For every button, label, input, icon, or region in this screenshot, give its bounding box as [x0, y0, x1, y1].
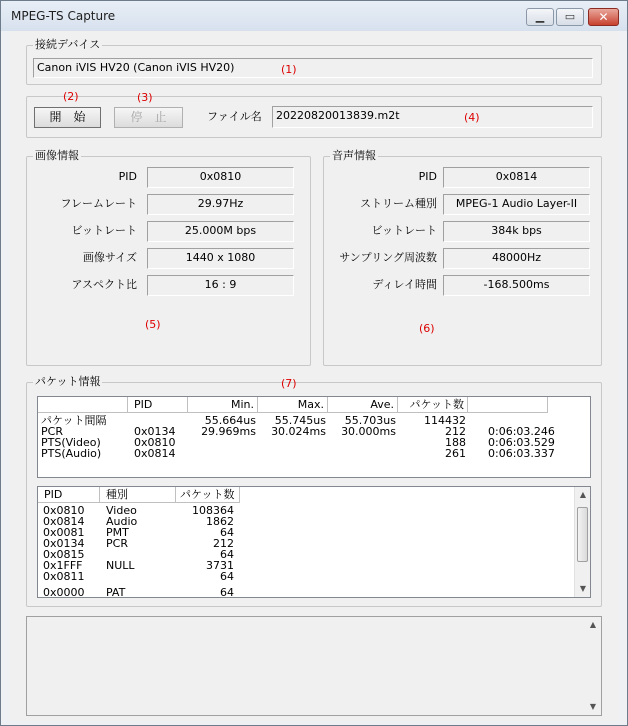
marker-6: (6) — [419, 322, 435, 335]
window-title: MPEG-TS Capture — [11, 9, 116, 23]
minimize-button[interactable] — [526, 8, 554, 26]
pid-row-1-count: 1862 — [206, 515, 234, 528]
video-pid-value: 0x0810 — [147, 167, 294, 188]
stats-row-pcr-ave: 30.000ms — [341, 425, 396, 438]
pid-row-7-type: PAT — [106, 586, 126, 598]
pid-row-5-type: NULL — [106, 559, 135, 572]
pid-row-5-pid: 0x1FFF — [43, 559, 83, 572]
filename-label: ファイル名 — [207, 110, 262, 123]
video-framerate-label: フレームレート — [60, 197, 137, 210]
stats-header-pid[interactable]: PID — [128, 397, 188, 413]
pid-row-6-pid: 0x0811 — [43, 570, 85, 583]
pid-row-5-count: 3731 — [206, 559, 234, 572]
pid-row-0-count: 108364 — [192, 504, 234, 517]
pid-row-3-count: 212 — [213, 537, 234, 550]
log-scroll-down-icon[interactable]: ▼ — [589, 702, 597, 711]
scroll-thumb[interactable] — [577, 507, 588, 562]
close-button[interactable] — [588, 8, 619, 26]
marker-1: (1) — [281, 63, 297, 76]
audio-delay-value: -168.500ms — [443, 275, 590, 296]
video-size-value: 1440 x 1080 — [147, 248, 294, 269]
marker-5: (5) — [145, 318, 161, 331]
audio-delay-label: ディレイ時間 — [372, 278, 437, 291]
packet-legend: パケット情報 — [35, 375, 101, 388]
start-button[interactable]: 開 始 — [34, 107, 101, 128]
video-size-label: 画像サイズ — [82, 251, 137, 264]
stats-row-ptsvideo-pid: 0x0810 — [134, 436, 176, 449]
stats-row-pcr-min: 29.969ms — [201, 425, 256, 438]
audio-pid-label: PID — [418, 170, 437, 183]
packet-stats-list[interactable] — [37, 396, 591, 478]
stats-header-time[interactable] — [468, 397, 548, 413]
audio-sampling-label: サンプリング周波数 — [339, 251, 437, 264]
client-area — [9, 31, 619, 721]
audio-info-group — [323, 149, 602, 366]
pid-header-count[interactable]: パケット数 — [176, 487, 240, 503]
audio-bitrate-value: 384k bps — [443, 221, 590, 242]
stats-header-ave[interactable]: Ave. — [328, 397, 398, 413]
device-group — [26, 38, 602, 85]
stats-row-ptsvideo-name: PTS(Video) — [41, 436, 101, 449]
pid-row-0-type: Video — [106, 504, 137, 517]
stats-row-pcr-name: PCR — [41, 425, 63, 438]
title-bar[interactable] — [1, 1, 627, 31]
pid-row-0-pid: 0x0810 — [43, 504, 85, 517]
close-icon: ✕ — [598, 10, 609, 24]
video-framerate-value: 29.97Hz — [147, 194, 294, 215]
stats-header-max[interactable]: Max. — [258, 397, 328, 413]
stats-row-ptsaudio-time: 0:06:03.337 — [488, 447, 555, 460]
log-area[interactable] — [26, 616, 602, 716]
pid-row-2-pid: 0x0081 — [43, 526, 85, 539]
stats-row-interval-name: パケット間隔 — [41, 414, 107, 427]
video-aspect-value: 16 : 9 — [147, 275, 294, 296]
pid-row-7-pid: 0x0000 — [43, 586, 85, 598]
audio-sampling-value: 48000Hz — [443, 248, 590, 269]
pid-row-3-type: PCR — [106, 537, 128, 550]
video-bitrate-label: ビットレート — [71, 224, 137, 237]
pid-row-1-pid: 0x0814 — [43, 515, 85, 528]
stats-row-ptsvideo-count: 188 — [445, 436, 466, 449]
marker-7: (7) — [281, 377, 297, 390]
maximize-icon: ▭ — [564, 10, 576, 23]
pid-row-4-count: 64 — [220, 548, 234, 561]
scroll-down-arrow-icon[interactable]: ▼ — [579, 584, 587, 593]
stats-row-pcr-max: 30.024ms — [271, 425, 326, 438]
stats-row-pcr-count: 212 — [445, 425, 466, 438]
audio-stream-label: ストリーム種別 — [360, 197, 437, 210]
stop-button[interactable]: 停 止 — [114, 107, 183, 128]
stats-row-pcr-pid: 0x0134 — [134, 425, 176, 438]
marker-4: (4) — [464, 111, 480, 124]
stats-row-ptsvideo-time: 0:06:03.529 — [488, 436, 555, 449]
marker-2: (2) — [63, 90, 79, 103]
audio-legend: 音声情報 — [332, 149, 376, 162]
minimize-icon: ▁ — [535, 10, 545, 23]
audio-stream-value: MPEG-1 Audio Layer-II — [443, 194, 590, 215]
pid-row-2-count: 64 — [220, 526, 234, 539]
stats-row-ptsaudio-count: 261 — [445, 447, 466, 460]
video-legend: 画像情報 — [35, 149, 79, 162]
maximize-button[interactable] — [556, 8, 584, 26]
filename-field[interactable]: 20220820013839.m2t — [272, 106, 593, 128]
stats-header-name[interactable] — [38, 397, 128, 413]
pid-header-type[interactable]: 種別 — [100, 487, 176, 503]
device-legend: 接続デバイス — [35, 38, 101, 51]
pid-row-2-type: PMT — [106, 526, 129, 539]
audio-pid-value: 0x0814 — [443, 167, 590, 188]
stats-row-interval-max: 55.745us — [274, 414, 326, 427]
stats-row-interval-ave: 55.703us — [344, 414, 396, 427]
scroll-up-arrow-icon[interactable]: ▲ — [579, 490, 587, 499]
audio-bitrate-label: ビットレート — [371, 224, 437, 237]
video-bitrate-value: 25.000M bps — [147, 221, 294, 242]
pid-row-1-type: Audio — [106, 515, 138, 528]
pid-row-7-count: 64 — [220, 586, 234, 598]
stats-row-interval-min: 55.664us — [204, 414, 256, 427]
controls-group — [26, 96, 602, 138]
pid-list[interactable] — [37, 486, 591, 598]
device-field[interactable]: Canon iVIS HV20 (Canon iVIS HV20) — [33, 58, 593, 78]
stats-row-ptsaudio-pid: 0x0814 — [134, 447, 176, 460]
pid-row-3-pid: 0x0134 — [43, 537, 85, 550]
pid-header-pid[interactable]: PID — [38, 487, 100, 503]
video-aspect-label: アスペクト比 — [71, 278, 137, 291]
pid-row-6-count: 64 — [220, 570, 234, 583]
marker-3: (3) — [137, 91, 153, 104]
stats-row-pcr-time: 0:06:03.246 — [488, 425, 555, 438]
pid-row-4-pid: 0x0815 — [43, 548, 85, 561]
stats-row-interval-count: 114432 — [424, 414, 466, 427]
stats-header-count[interactable]: パケット数 — [398, 397, 468, 413]
log-scroll-up-icon[interactable]: ▲ — [589, 620, 597, 629]
log-scrollbar[interactable] — [585, 617, 601, 715]
video-info-group — [26, 149, 311, 366]
pid-list-scrollbar[interactable] — [574, 487, 590, 597]
stats-row-ptsaudio-name: PTS(Audio) — [41, 447, 102, 460]
stats-header-min[interactable]: Min. — [188, 397, 258, 413]
video-pid-label: PID — [118, 170, 137, 183]
